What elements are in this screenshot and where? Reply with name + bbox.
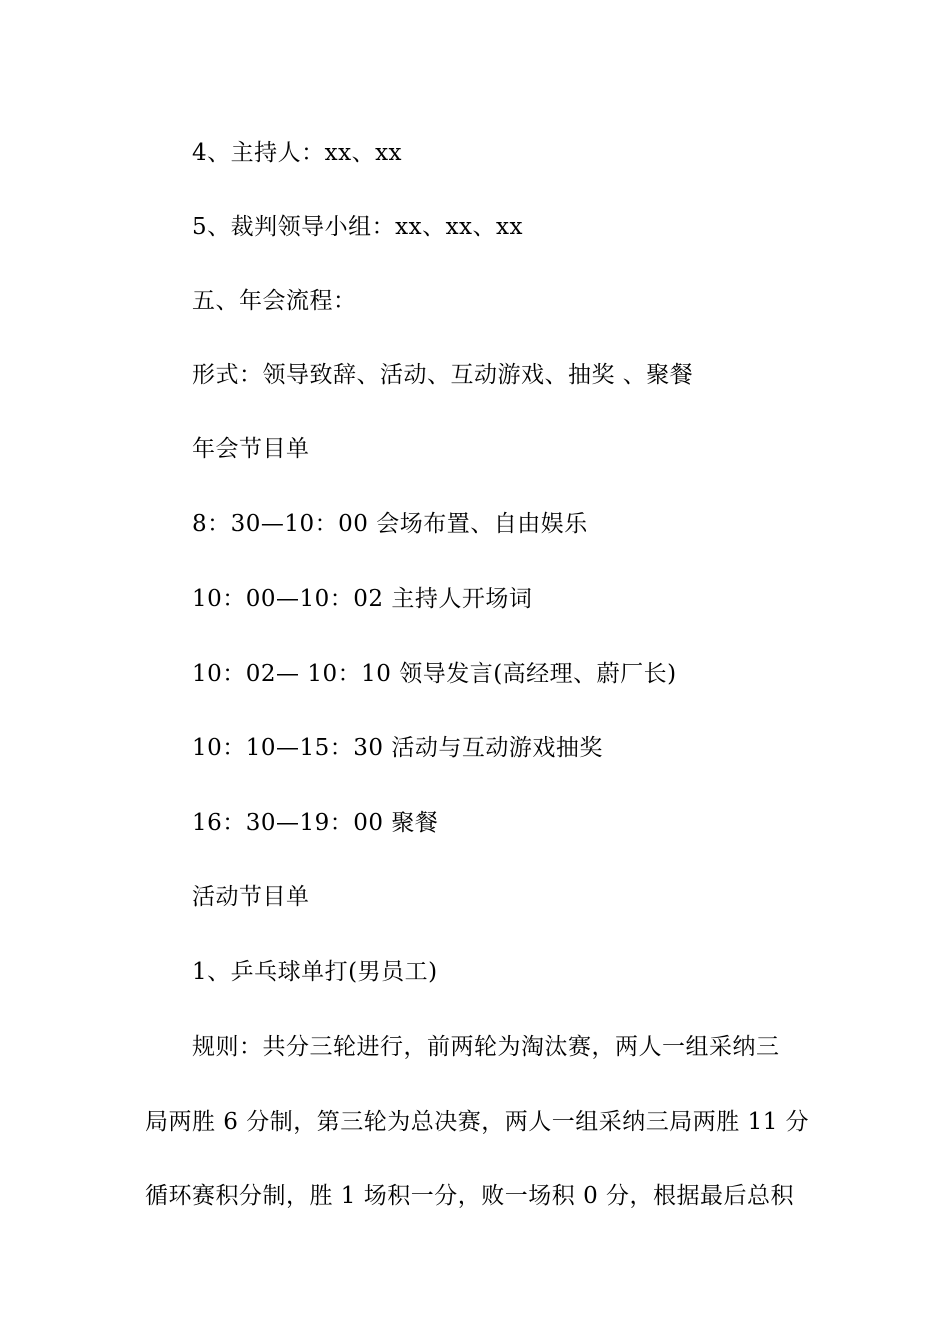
rules-paragraph-line-1: 规则：共分三轮进行，前两轮为淘汰赛，两人一组采纳三: [192, 1034, 780, 1060]
schedule-item-5: 16：30—19：00 聚餐: [192, 810, 439, 836]
activity-item-1: 1、乒乓球单打(男员工): [192, 959, 438, 985]
program-list-heading: 年会节目单: [192, 436, 310, 462]
section-heading-annual-meeting-process: 五、年会流程：: [192, 288, 357, 314]
schedule-item-4: 10：10—15：30 活动与互动游戏抽奖: [192, 735, 603, 761]
referee-group-line: 5、裁判领导小组：xx、xx、xx: [192, 214, 523, 240]
format-line: 形式：领导致辞、活动、互动游戏、抽奖 、聚餐: [192, 362, 694, 388]
schedule-item-2: 10：00—10：02 主持人开场词: [192, 586, 533, 612]
rules-paragraph-line-2: 局两胜 6 分制，第三轮为总决赛，两人一组采纳三局两胜 11 分: [145, 1109, 810, 1135]
rules-paragraph-line-3: 循环赛积分制，胜 1 场积一分，败一场积 0 分，根据最后总积: [145, 1183, 795, 1209]
schedule-item-1: 8：30—10：00 会场布置、自由娱乐: [192, 511, 588, 537]
schedule-item-3: 10：02— 10：10 领导发言(高经理、蔚厂长): [192, 661, 677, 687]
host-line: 4、主持人：xx、xx: [192, 140, 403, 166]
activity-list-heading: 活动节目单: [192, 884, 310, 910]
